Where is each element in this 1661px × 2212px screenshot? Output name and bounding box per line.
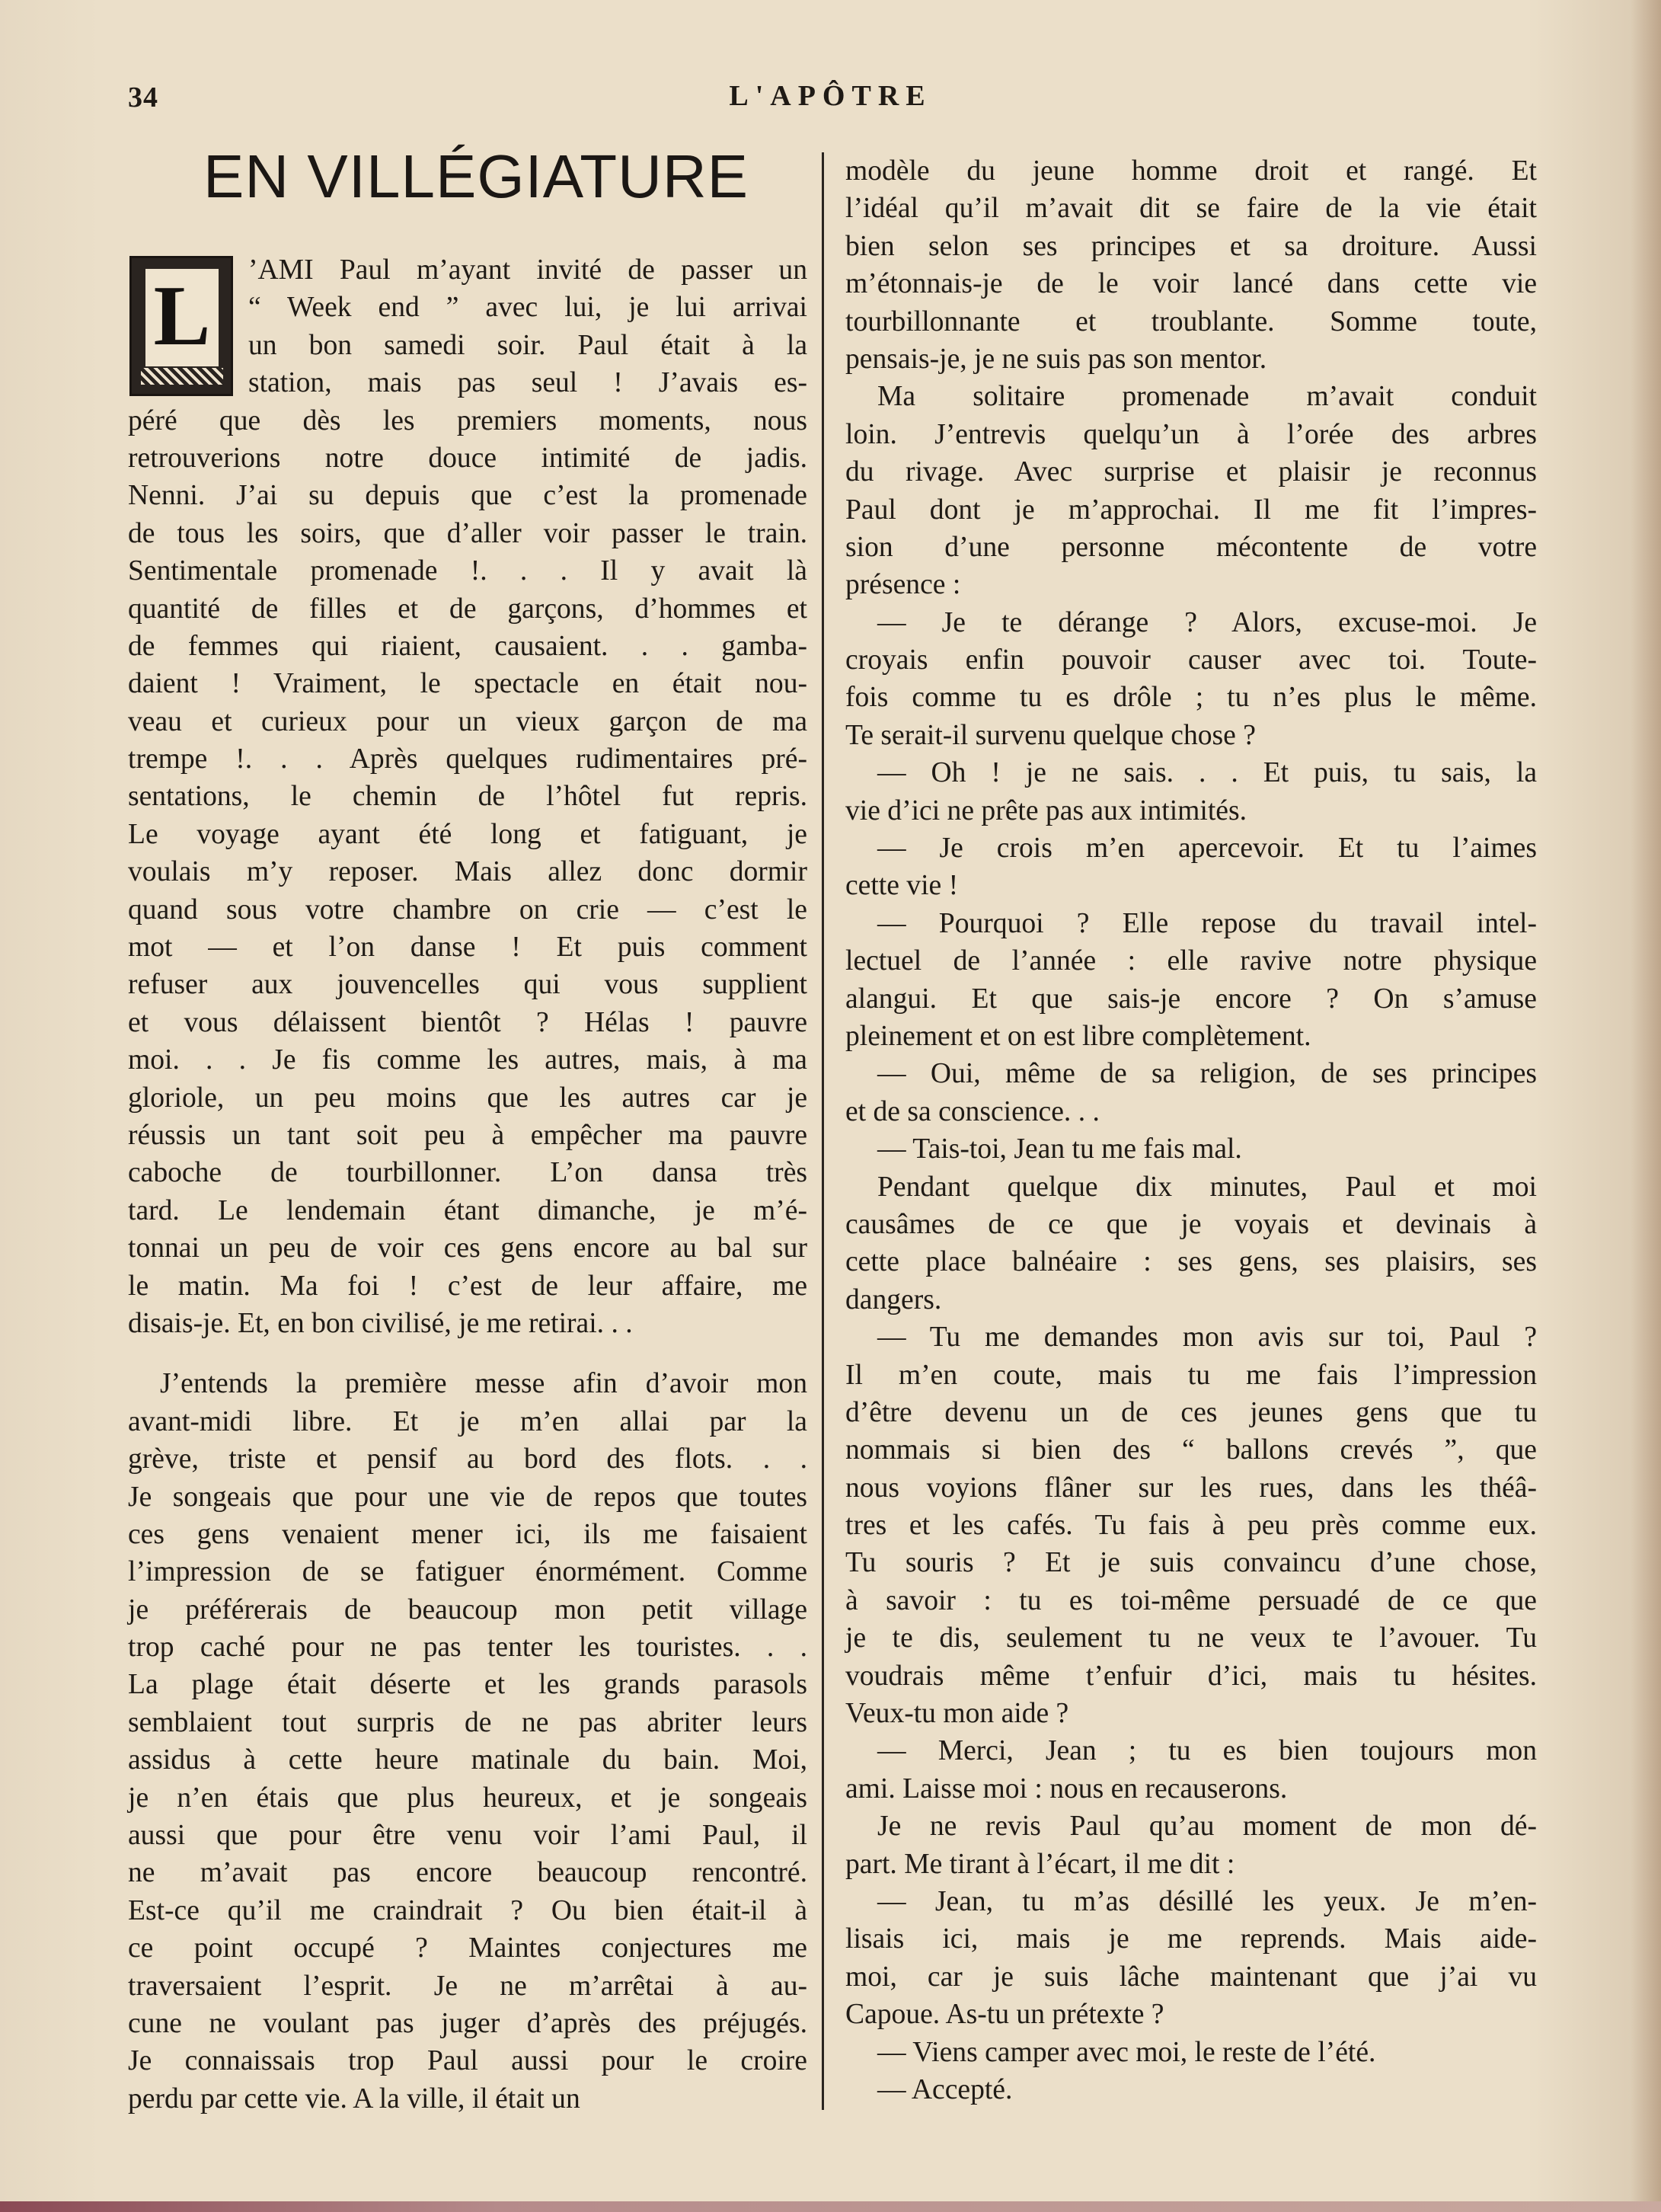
text-line: loin. J’entrevis quelqu’un à l’orée des arbres bbox=[845, 418, 1537, 450]
text-line: Tu souris ? Et je suis convaincu d’une chose, bbox=[845, 1547, 1537, 1579]
text-line: sentations, le chemin de l’hôtel fut repris. bbox=[128, 781, 807, 813]
text-line: moi, car je suis lâche maintenant que j’ai vu bbox=[845, 1961, 1537, 1993]
text-line: Il m’en coute, mais tu me fais l’impression bbox=[845, 1359, 1537, 1391]
text-line: station, mais pas seul ! J’avais es- bbox=[248, 367, 807, 399]
text-line: quantité de filles et de garçons, d’hommes et bbox=[128, 593, 807, 625]
text-line: caboche de tourbillonner. L’on dansa très bbox=[128, 1157, 807, 1189]
text-line: moi. . . Je fis comme les autres, mais, à ma bbox=[128, 1044, 807, 1076]
text-line: de tous les soirs, que d’aller voir passer le train. bbox=[128, 517, 807, 549]
text-line: pensais-je, je ne suis pas son mentor. bbox=[845, 343, 1267, 375]
text-line: nous voyions flâner sur les rues, dans les théâ- bbox=[845, 1472, 1537, 1504]
text-line: Ma solitaire promenade m’avait conduit bbox=[877, 381, 1537, 413]
text-line: Veux-tu mon aide ? bbox=[845, 1698, 1069, 1730]
text-line: je préférerais de beaucoup mon petit village bbox=[128, 1593, 807, 1625]
text-line: Est-ce qu’il me craindrait ? Ou bien était-il à bbox=[128, 1894, 807, 1926]
text-line: “ Week end ” avec lui, je lui arrivai bbox=[248, 292, 807, 324]
text-line: ne m’avait pas encore beaucoup rencontré. bbox=[128, 1857, 807, 1889]
text-line: Je connaissais trop Paul aussi pour le croire bbox=[128, 2045, 807, 2077]
text-line: et de sa conscience. . . bbox=[845, 1095, 1100, 1127]
text-line: l’impression de se fatiguer énormément. Comme bbox=[128, 1556, 807, 1588]
text-line: du rivage. Avec surprise et plaisir je reconnus bbox=[845, 456, 1537, 488]
page-number: 34 bbox=[128, 82, 158, 113]
text-line: part. Me tirant à l’écart, il me dit : bbox=[845, 1848, 1235, 1880]
text-line: Paul dont je m’approchai. Il me fit l’impres- bbox=[845, 494, 1537, 526]
text-line: gloriole, un peu moins que les autres car je bbox=[128, 1082, 807, 1114]
text-line: — Je te dérange ? Alors, excuse-moi. Je bbox=[877, 606, 1537, 638]
text-line: refuser aux jouvencelles qui vous supplient bbox=[128, 969, 807, 1001]
text-line: pleinement et on est libre complètement. bbox=[845, 1020, 1311, 1052]
text-line: nommais si bien des “ ballons crevés ”, que bbox=[845, 1434, 1537, 1466]
text-line: trop caché pour ne pas tenter les touristes. . . bbox=[128, 1632, 807, 1664]
text-line: m’étonnais-je de le voir lancé dans cette vie bbox=[845, 268, 1537, 300]
text-line: voudrais même t’enfuir d’ici, mais tu hésites. bbox=[845, 1660, 1537, 1692]
text-line: d’être devenu un de ces jeunes gens que tu bbox=[845, 1396, 1537, 1428]
text-line: de femmes qui riaient, causaient. . . gamba- bbox=[128, 630, 807, 662]
text-line: le matin. Ma foi ! c’est de leur affaire, me bbox=[128, 1270, 807, 1302]
text-line: Pendant quelque dix minutes, Paul et moi bbox=[877, 1171, 1537, 1203]
text-line: perdu par cette vie. A la ville, il était un bbox=[128, 2083, 580, 2115]
text-line: cette vie ! bbox=[845, 870, 959, 902]
text-line: — Oui, même de sa religion, de ses principes bbox=[877, 1058, 1537, 1090]
text-line: — Tais-toi, Jean tu me fais mal. bbox=[877, 1133, 1242, 1165]
text-line: Le voyage ayant été long et fatiguant, je bbox=[128, 818, 807, 850]
text-line: traversaient l’esprit. Je ne m’arrêtai à au- bbox=[128, 1970, 807, 2002]
text-line: quand sous votre chambre on crie — c’est le bbox=[128, 893, 807, 925]
text-line: fois comme tu es drôle ; tu n’es plus le même. bbox=[845, 682, 1537, 714]
text-line: ami. Laisse moi : nous en recauserons. bbox=[845, 1772, 1288, 1804]
text-line: Capoue. As-tu un prétexte ? bbox=[845, 1999, 1164, 2031]
text-line: — Oh ! je ne sais. . . Et puis, tu sais, la bbox=[877, 757, 1537, 789]
text-line: grève, triste et pensif au bord des flots. . . bbox=[128, 1443, 807, 1475]
text-line: — Je crois m’en apercevoir. Et tu l’aimes bbox=[877, 833, 1537, 865]
text-line: — Viens camper avec moi, le reste de l’été. bbox=[877, 2036, 1376, 2068]
paragraph-gap bbox=[128, 1342, 807, 1365]
text-line: mot — et l’on danse ! Et puis comment bbox=[128, 932, 807, 964]
text-line: — Accepté. bbox=[877, 2073, 1013, 2105]
text-line: dangers. bbox=[845, 1283, 942, 1315]
text-line: semblaient tout surpris de ne pas abriter leurs bbox=[128, 1706, 807, 1738]
text-line: cune ne voulant pas juger d’après des préjugés. bbox=[128, 2007, 807, 2039]
text-line: Sentimentale promenade !. . . Il y avait là bbox=[128, 555, 807, 587]
text-line: J’entends la première messe afin d’avoir mon bbox=[160, 1368, 807, 1400]
drop-cap-letter: L bbox=[153, 269, 211, 363]
text-line: ces gens venaient mener ici, ils me faisaient bbox=[128, 1518, 807, 1550]
text-line: causâmes de ce que je voyais et devinais à bbox=[845, 1208, 1537, 1240]
text-line: alangui. Et que sais-je encore ? On s’amuse bbox=[845, 983, 1537, 1015]
text-line: cette place balnéaire : ses gens, ses plaisirs, ses bbox=[845, 1246, 1537, 1278]
text-line: avant-midi libre. Et je m’en allai par la bbox=[128, 1405, 807, 1437]
text-line: Je songeais que pour une vie de repos que toutes bbox=[128, 1481, 807, 1513]
text-line: croyais enfin pouvoir causer avec toi. Toute- bbox=[845, 644, 1537, 676]
text-line: voulais m’y reposer. Mais allez donc dormir bbox=[128, 856, 807, 888]
text-line: — Jean, tu m’as désillé les yeux. Je m’en- bbox=[877, 1885, 1537, 1917]
text-line: bien selon ses principes et sa droiture. Aussi bbox=[845, 230, 1537, 262]
text-line: Nenni. J’ai su depuis que c’est la promenade bbox=[128, 480, 807, 512]
text-line: ’AMI Paul m’ayant invité de passer un bbox=[248, 254, 807, 286]
column-rule bbox=[822, 152, 824, 2110]
right-column bbox=[845, 152, 1537, 2108]
text-line: ce point occupé ? Maintes conjectures me bbox=[128, 1932, 807, 1964]
text-line: tonnai un peu de voir ces gens encore au bal sur bbox=[128, 1232, 807, 1264]
left-column bbox=[128, 251, 807, 2118]
text-line: réussis un tant soit peu à empêcher ma pauvre bbox=[128, 1119, 807, 1151]
text-line: vie d’ici ne prête pas aux intimités. bbox=[845, 794, 1247, 826]
text-line: retrouverions notre douce intimité de jadis. bbox=[128, 442, 807, 474]
text-line: Te serait-il survenu quelque chose ? bbox=[845, 719, 1256, 751]
text-line: je n’en étais que plus heureux, et je songeais bbox=[128, 1782, 807, 1814]
text-line: lisais ici, mais je me reprends. Mais aide- bbox=[845, 1923, 1537, 1955]
text-line: daient ! Vraiment, le spectacle en était nou- bbox=[128, 668, 807, 700]
text-line: l’idéal qu’il m’avait dit se faire de la vie était bbox=[845, 193, 1537, 225]
text-line: trempe !. . . Après quelques rudimentaires pré- bbox=[128, 743, 807, 775]
text-line: modèle du jeune homme droit et rangé. Et bbox=[845, 155, 1537, 187]
text-line: à savoir : tu es toi-même persuadé de ce que bbox=[845, 1584, 1537, 1616]
text-line: je te dis, seulement tu ne veux te l’avouer. Tu bbox=[845, 1622, 1537, 1654]
text-line: — Merci, Jean ; tu es bien toujours mon bbox=[877, 1735, 1537, 1767]
text-line: un bon samedi soir. Paul était à la bbox=[248, 329, 807, 361]
text-line: — Pourquoi ? Elle repose du travail intel- bbox=[877, 907, 1537, 939]
text-line: lectuel de l’année : elle ravive notre physique bbox=[845, 945, 1537, 977]
text-line: veau et curieux pour un vieux garçon de ma bbox=[128, 705, 807, 737]
text-line: — Tu me demandes mon avis sur toi, Paul ? bbox=[877, 1322, 1537, 1354]
article-title: EN VILLÉGIATURE bbox=[203, 142, 749, 210]
text-line: tres et les cafés. Tu fais à peu près comme eux. bbox=[845, 1510, 1537, 1542]
text-line: tourbillonnante et troublante. Somme toute, bbox=[845, 305, 1537, 337]
text-line: assidus à cette heure matinale du bain. Moi, bbox=[128, 1744, 807, 1776]
text-line: aussi que pour être venu voir l’ami Paul, il bbox=[128, 1820, 807, 1852]
text-line: et vous délaissent bientôt ? Hélas ! pauvre bbox=[128, 1006, 807, 1038]
text-line: disais-je. Et, en bon civilisé, je me retirai. . . bbox=[128, 1307, 633, 1339]
page-edge-shadow bbox=[1631, 0, 1661, 2212]
text-line: sion d’une personne mécontente de votre bbox=[845, 531, 1537, 563]
text-line: Je ne revis Paul qu’au moment de mon dé- bbox=[877, 1811, 1537, 1843]
text-line: péré que dès les premiers moments, nous bbox=[128, 404, 807, 436]
running-title: L'APÔTRE bbox=[729, 80, 932, 112]
text-line: présence : bbox=[845, 569, 961, 601]
page-bottom-edge bbox=[0, 2201, 1661, 2212]
text-line: La plage était déserte et les grands parasols bbox=[128, 1669, 807, 1701]
text-line: tard. Le lendemain étant dimanche, je m’é- bbox=[128, 1194, 807, 1226]
